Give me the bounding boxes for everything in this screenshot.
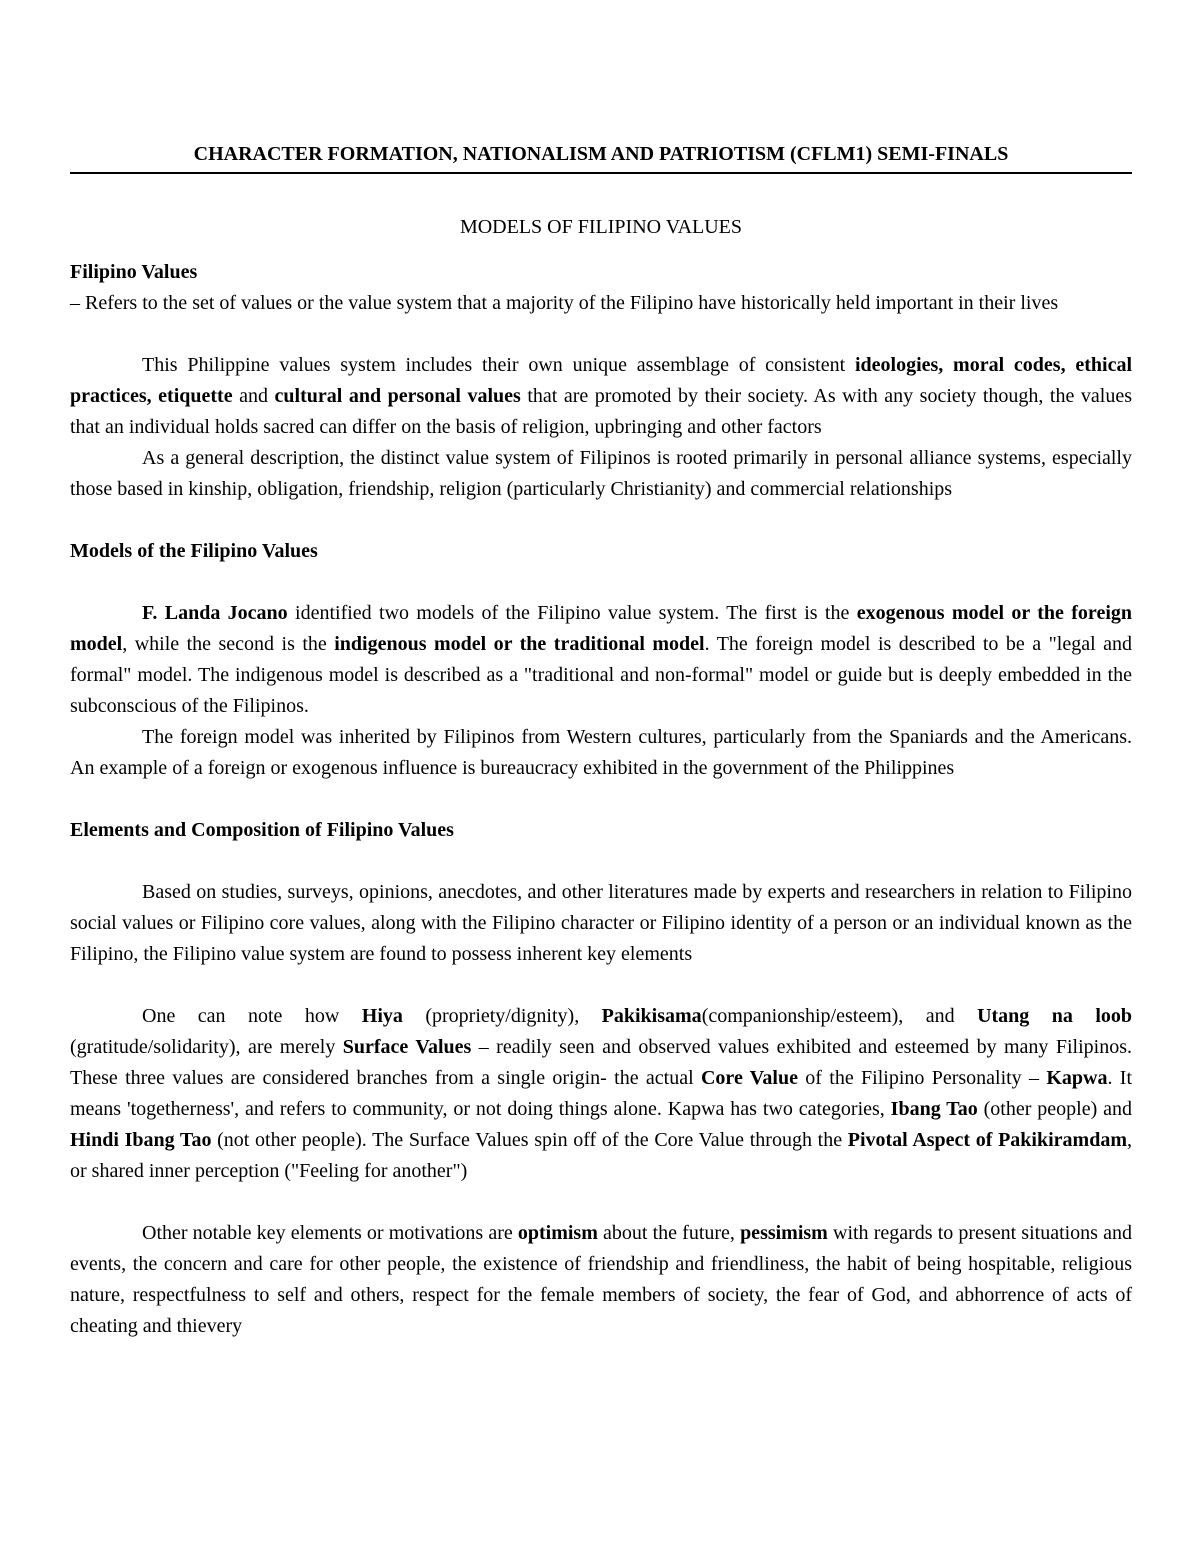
definition-paragraph: – Refers to the set of values or the value system that a majority of the Filipino have historically held important in their lives <box>70 292 1059 314</box>
paragraph-foreign-model: The foreign model was inherited by Filipinos from Western cultures, particularly from the Spaniards and the Americans. An example of a foreign or exogenous influence is bureaucracy exhibited in the government of the Philippines <box>70 726 1132 779</box>
paragraph-key-elements: Other notable key elements or motivations are optimism about the future, pessimism with regards to present situations and events, the concern and care for other people, the existence of friendship and friendliness, the habit of being hospitable, religious nature, respectfulness to self and others, respect for the female members of society, the fear of God, and abhorrence of acts of cheating and thievery <box>70 1222 1132 1337</box>
document-header-title: CHARACTER FORMATION, NATIONALISM AND PATRIOTISM (CFLM1) SEMI-FINALS <box>70 138 1132 174</box>
spacer <box>70 567 1132 598</box>
spacer <box>70 319 1132 350</box>
paragraph-studies: Based on studies, surveys, opinions, anecdotes, and other literatures made by experts and researchers in relation to Filipino social values or Filipino core values, along with the Filipino character or Filipino identity of a person or an individual known as the Filipino, the Filipino value system are found to possess inherent key elements <box>70 881 1132 965</box>
spacer <box>70 1187 1132 1218</box>
document-page <box>70 138 1132 1342</box>
spacer <box>70 242 1132 257</box>
paragraph-jocano-models: F. Landa Jocano identified two models of the Filipino value system. The first is the exogenous model or the foreign model, while the second is the indigenous model or the traditional model. The foreign model is described to be a "legal and formal" model. The indigenous model is described as a "traditional and non-formal" model or guide but is deeply embedded in the subconscious of the Filipinos. <box>70 602 1132 717</box>
section-heading-models: Models of the Filipino Values <box>70 540 318 562</box>
spacer <box>70 784 1132 815</box>
section-heading-filipino-values: Filipino Values <box>70 261 198 283</box>
section-heading-elements: Elements and Composition of Filipino Values <box>70 819 454 841</box>
paragraph-values-system: This Philippine values system includes their own unique assemblage of consistent ideologies, moral codes, ethical practices, etiquette and cultural and personal values that are promoted by their society. As with any society though, the values that an individual holds sacred can differ on the basis of religion, upbringing and other factors <box>70 354 1133 438</box>
paragraph-general-description: As a general description, the distinct value system of Filipinos is rooted primarily in personal alliance systems, especially those based in kinship, obligation, friendship, religion (particularly Christianity) and commercial relationships <box>70 447 1132 500</box>
spacer <box>70 970 1132 1001</box>
spacer <box>70 846 1132 877</box>
paragraph-surface-values: One can note how Hiya (propriety/dignity), Pakikisama(companionship/esteem), and Utang na loob (gratitude/solidarity), are merely Surface Values – readily seen and observed values exhibited and esteemed by many Filipinos. These three values are considered branches from a single origin- the actual Core Value of the Filipino Personality – Kapwa. It means 'togetherness', and refers to community, or not doing things alone. Kapwa has two categories, Ibang Tao (other people) and Hindi Ibang Tao (not other people). The Surface Values spin off of the Core Value through the Pivotal Aspect of Pakikiramdam, or shared inner perception ("Feeling for another") <box>70 1005 1133 1182</box>
document-title: MODELS OF FILIPINO VALUES <box>459 216 743 238</box>
spacer <box>70 505 1132 536</box>
